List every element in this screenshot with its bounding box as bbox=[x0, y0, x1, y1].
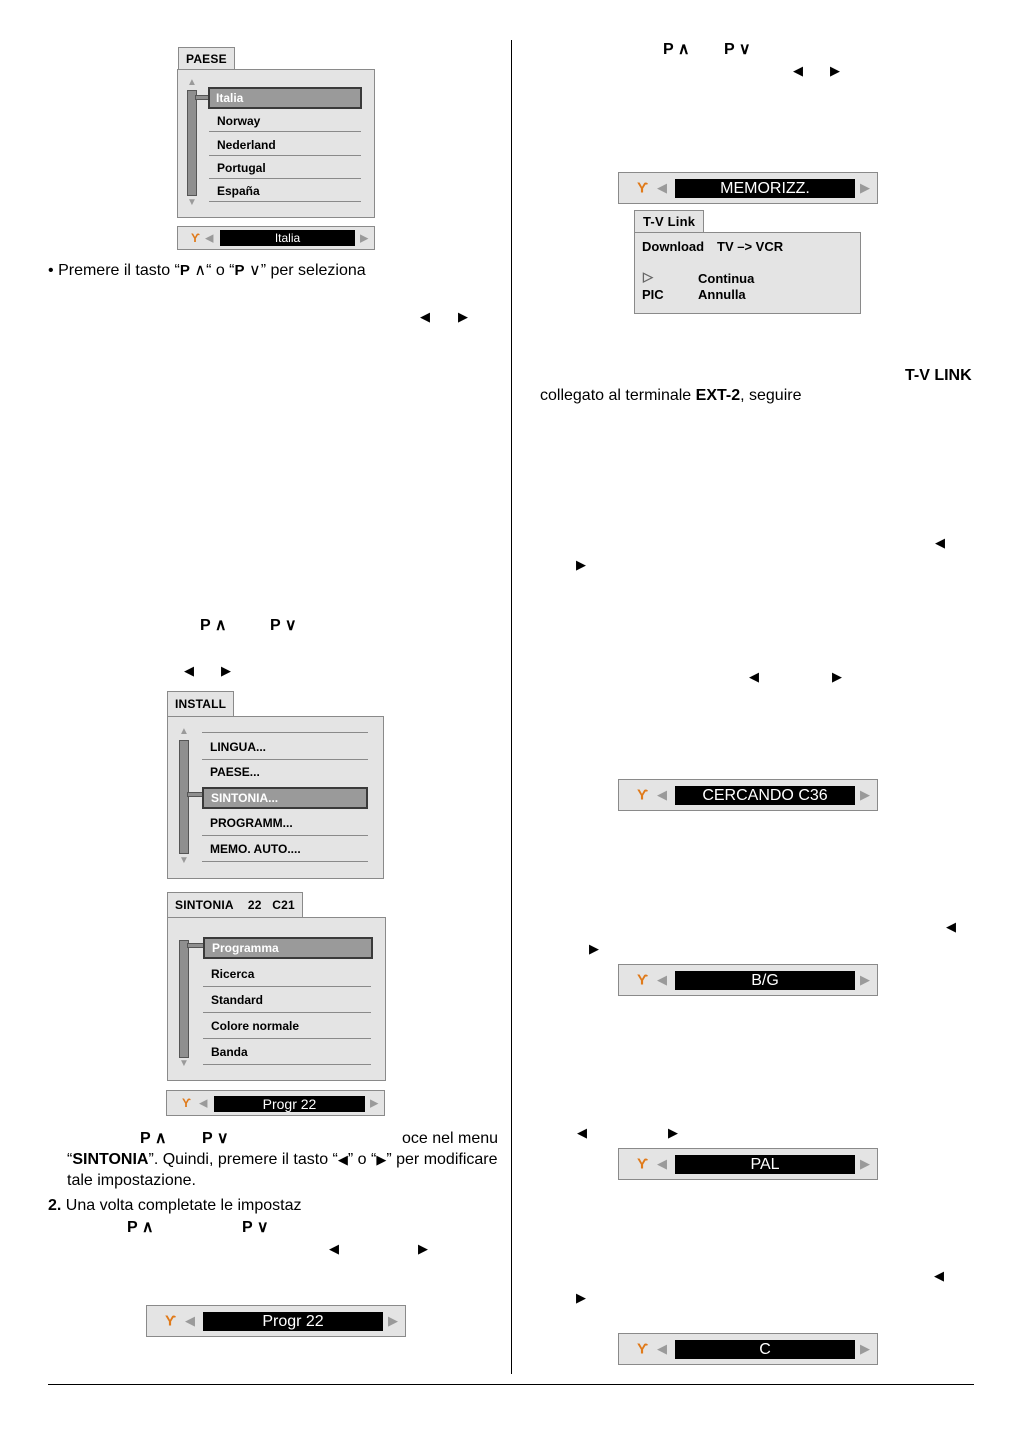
paese-item-nederland[interactable]: Nederland bbox=[217, 138, 276, 152]
key-p-down: P ∨ bbox=[270, 617, 297, 634]
download-direction: TV –> VCR bbox=[717, 239, 784, 254]
column-divider bbox=[511, 40, 512, 1374]
scroll-track bbox=[179, 940, 189, 1058]
key-p-up: P ∧ bbox=[127, 1219, 154, 1236]
left-arrow-icon: ◀ bbox=[577, 1125, 587, 1140]
separator bbox=[203, 986, 371, 987]
paese-status-bar bbox=[177, 226, 375, 250]
instruction-line: 2. Una volta completate le impostaz bbox=[48, 1197, 302, 1214]
right-triangle-icon: ▶ bbox=[860, 787, 870, 802]
install-item-paese[interactable]: PAESE... bbox=[210, 765, 260, 779]
right-triangle-icon: ▶ bbox=[860, 180, 870, 195]
instruction-fragment: oce nel menu bbox=[402, 1130, 499, 1147]
left-triangle-icon: ◀ bbox=[657, 1156, 667, 1171]
separator bbox=[203, 1038, 371, 1039]
separator bbox=[209, 201, 361, 202]
key-p-down: P ∨ bbox=[242, 1219, 269, 1236]
status-value: CERCANDO C36 bbox=[675, 786, 855, 805]
key-p-up: P ∧ bbox=[140, 1130, 167, 1147]
status-value: Progr 22 bbox=[203, 1312, 383, 1331]
status-value: B/G bbox=[675, 971, 855, 990]
install-item-sintonia[interactable]: SINTONIA... bbox=[202, 787, 368, 809]
instruction-line: “SINTONIA”. Quindi, premere il tasto “◀” o “▶” per modificare bbox=[67, 1151, 498, 1168]
left-arrow-icon: ◀ bbox=[946, 919, 956, 934]
right-arrow-icon: ▶ bbox=[668, 1125, 678, 1140]
status-value: C bbox=[675, 1340, 855, 1359]
right-triangle-icon: ▶ bbox=[388, 1313, 398, 1328]
sintonia-menu-tab: SINTONIA 22 C21 bbox=[167, 892, 303, 917]
right-arrow-icon: ▶ bbox=[832, 669, 842, 684]
tvlink-panel bbox=[634, 232, 861, 314]
tvlink-bold-text: T-V LINK bbox=[905, 367, 972, 384]
right-triangle-icon: ▶ bbox=[370, 1097, 379, 1110]
install-item-memo-auto[interactable]: MEMO. AUTO.... bbox=[210, 842, 301, 856]
footer-rule bbox=[48, 1384, 974, 1385]
sintonia-status-bar bbox=[166, 1090, 385, 1116]
cercando-status-bar bbox=[618, 779, 878, 811]
separator bbox=[203, 1012, 371, 1013]
scroll-up-icon: ▲ bbox=[187, 77, 197, 88]
left-arrow-icon: ◀ bbox=[329, 1241, 339, 1256]
scroll-track bbox=[179, 740, 189, 854]
left-triangle-icon: ◀ bbox=[657, 972, 667, 987]
scroll-down-icon: ▼ bbox=[179, 1058, 189, 1069]
left-arrow-icon: ◀ bbox=[934, 1268, 944, 1283]
wrench-icon: Ƴ bbox=[637, 179, 649, 197]
scroll-track bbox=[187, 90, 197, 196]
status-value: Italia bbox=[220, 230, 355, 246]
paese-menu bbox=[177, 69, 375, 218]
tvlink-tab: T-V Link bbox=[634, 210, 704, 233]
paese-item-norway[interactable]: Norway bbox=[217, 114, 261, 128]
left-triangle-icon: ◀ bbox=[199, 1097, 208, 1110]
separator bbox=[209, 155, 361, 156]
wrench-icon: Ƴ bbox=[637, 1155, 649, 1173]
instruction-line: collegato al terminale EXT-2, seguire bbox=[540, 387, 802, 404]
wrench-icon: Ƴ bbox=[637, 1340, 649, 1358]
right-arrow-icon: ▶ bbox=[458, 309, 468, 324]
progr-status-bar bbox=[146, 1305, 406, 1337]
sintonia-item-banda[interactable]: Banda bbox=[211, 1045, 248, 1059]
separator bbox=[209, 131, 361, 132]
install-menu-tab: INSTALL bbox=[167, 691, 234, 716]
paese-item-espana[interactable]: España bbox=[217, 184, 260, 198]
right-arrow-icon: ▶ bbox=[576, 557, 586, 572]
colore-status-bar bbox=[618, 1148, 878, 1180]
sintonia-item-ricerca[interactable]: Ricerca bbox=[211, 967, 255, 981]
banda-status-bar bbox=[618, 1333, 878, 1365]
scroll-down-icon: ▼ bbox=[179, 855, 189, 866]
memorizz-status-bar bbox=[618, 172, 878, 204]
separator bbox=[202, 835, 368, 836]
right-arrow-icon: ▶ bbox=[830, 63, 840, 78]
right-triangle-icon: ▶ bbox=[860, 1156, 870, 1171]
wrench-icon: Ƴ bbox=[182, 1096, 192, 1110]
wrench-icon: Ƴ bbox=[191, 231, 201, 245]
status-value: Progr 22 bbox=[214, 1096, 365, 1112]
left-triangle-icon: ◀ bbox=[657, 787, 667, 802]
separator bbox=[202, 861, 368, 862]
right-arrow-icon: ▶ bbox=[576, 1290, 586, 1305]
left-arrow-icon: ◀ bbox=[749, 669, 759, 684]
left-triangle-icon: ◀ bbox=[657, 1341, 667, 1356]
left-arrow-icon: ◀ bbox=[184, 663, 194, 678]
download-label: Download bbox=[642, 239, 705, 254]
install-item-programm[interactable]: PROGRAMM... bbox=[210, 816, 293, 830]
separator bbox=[203, 1064, 371, 1065]
right-arrow-icon: ▶ bbox=[221, 663, 231, 678]
scroll-up-icon: ▲ bbox=[179, 726, 189, 737]
sintonia-item-programma[interactable]: Programma bbox=[203, 937, 373, 959]
key-p-up: P ∧ bbox=[200, 617, 227, 634]
key-p-up: P ∧ bbox=[663, 41, 690, 58]
paese-menu-tab: PAESE bbox=[178, 47, 235, 70]
wrench-icon: Ƴ bbox=[165, 1312, 177, 1330]
paese-item-portugal[interactable]: Portugal bbox=[217, 161, 266, 175]
left-arrow-icon: ◀ bbox=[935, 535, 945, 550]
left-arrow-icon: ◀ bbox=[420, 309, 430, 324]
separator bbox=[202, 759, 368, 760]
wrench-icon: Ƴ bbox=[637, 971, 649, 989]
right-arrow-icon: ▶ bbox=[589, 941, 599, 956]
right-triangle-icon: ▶ bbox=[360, 232, 369, 245]
status-value: MEMORIZZ. bbox=[675, 179, 855, 198]
pic-key-label: PIC bbox=[642, 287, 664, 302]
play-icon: ▷ bbox=[643, 269, 653, 284]
right-triangle-icon: ▶ bbox=[860, 1341, 870, 1356]
status-value: PAL bbox=[675, 1155, 855, 1174]
install-menu bbox=[167, 716, 384, 879]
separator bbox=[202, 732, 368, 733]
sintonia-item-standard[interactable]: Standard bbox=[211, 993, 264, 1007]
left-arrow-icon: ◀ bbox=[793, 63, 803, 78]
left-triangle-icon: ◀ bbox=[185, 1313, 195, 1328]
sintonia-menu bbox=[167, 917, 386, 1081]
key-p-down: P ∨ bbox=[202, 1130, 229, 1147]
sintonia-item-colore[interactable]: Colore normale bbox=[211, 1019, 300, 1033]
paese-item-italia[interactable]: Italia bbox=[208, 87, 362, 109]
left-triangle-icon: ◀ bbox=[205, 232, 214, 245]
right-arrow-icon: ▶ bbox=[418, 1241, 428, 1256]
key-p-down: P ∨ bbox=[724, 41, 751, 58]
install-item-lingua[interactable]: LINGUA... bbox=[210, 740, 266, 754]
scroll-down-icon: ▼ bbox=[187, 197, 197, 208]
right-triangle-icon: ▶ bbox=[860, 972, 870, 987]
separator bbox=[209, 178, 361, 179]
continua-option[interactable]: Continua bbox=[698, 271, 755, 286]
instruction-line: tale impostazione. bbox=[67, 1172, 196, 1189]
instruction-line: • Premere il tasto “P ∧“ o “P ∨” per seleziona bbox=[48, 262, 366, 279]
annulla-option[interactable]: Annulla bbox=[698, 287, 746, 302]
wrench-icon: Ƴ bbox=[637, 786, 649, 804]
left-triangle-icon: ◀ bbox=[657, 180, 667, 195]
standard-status-bar bbox=[618, 964, 878, 996]
